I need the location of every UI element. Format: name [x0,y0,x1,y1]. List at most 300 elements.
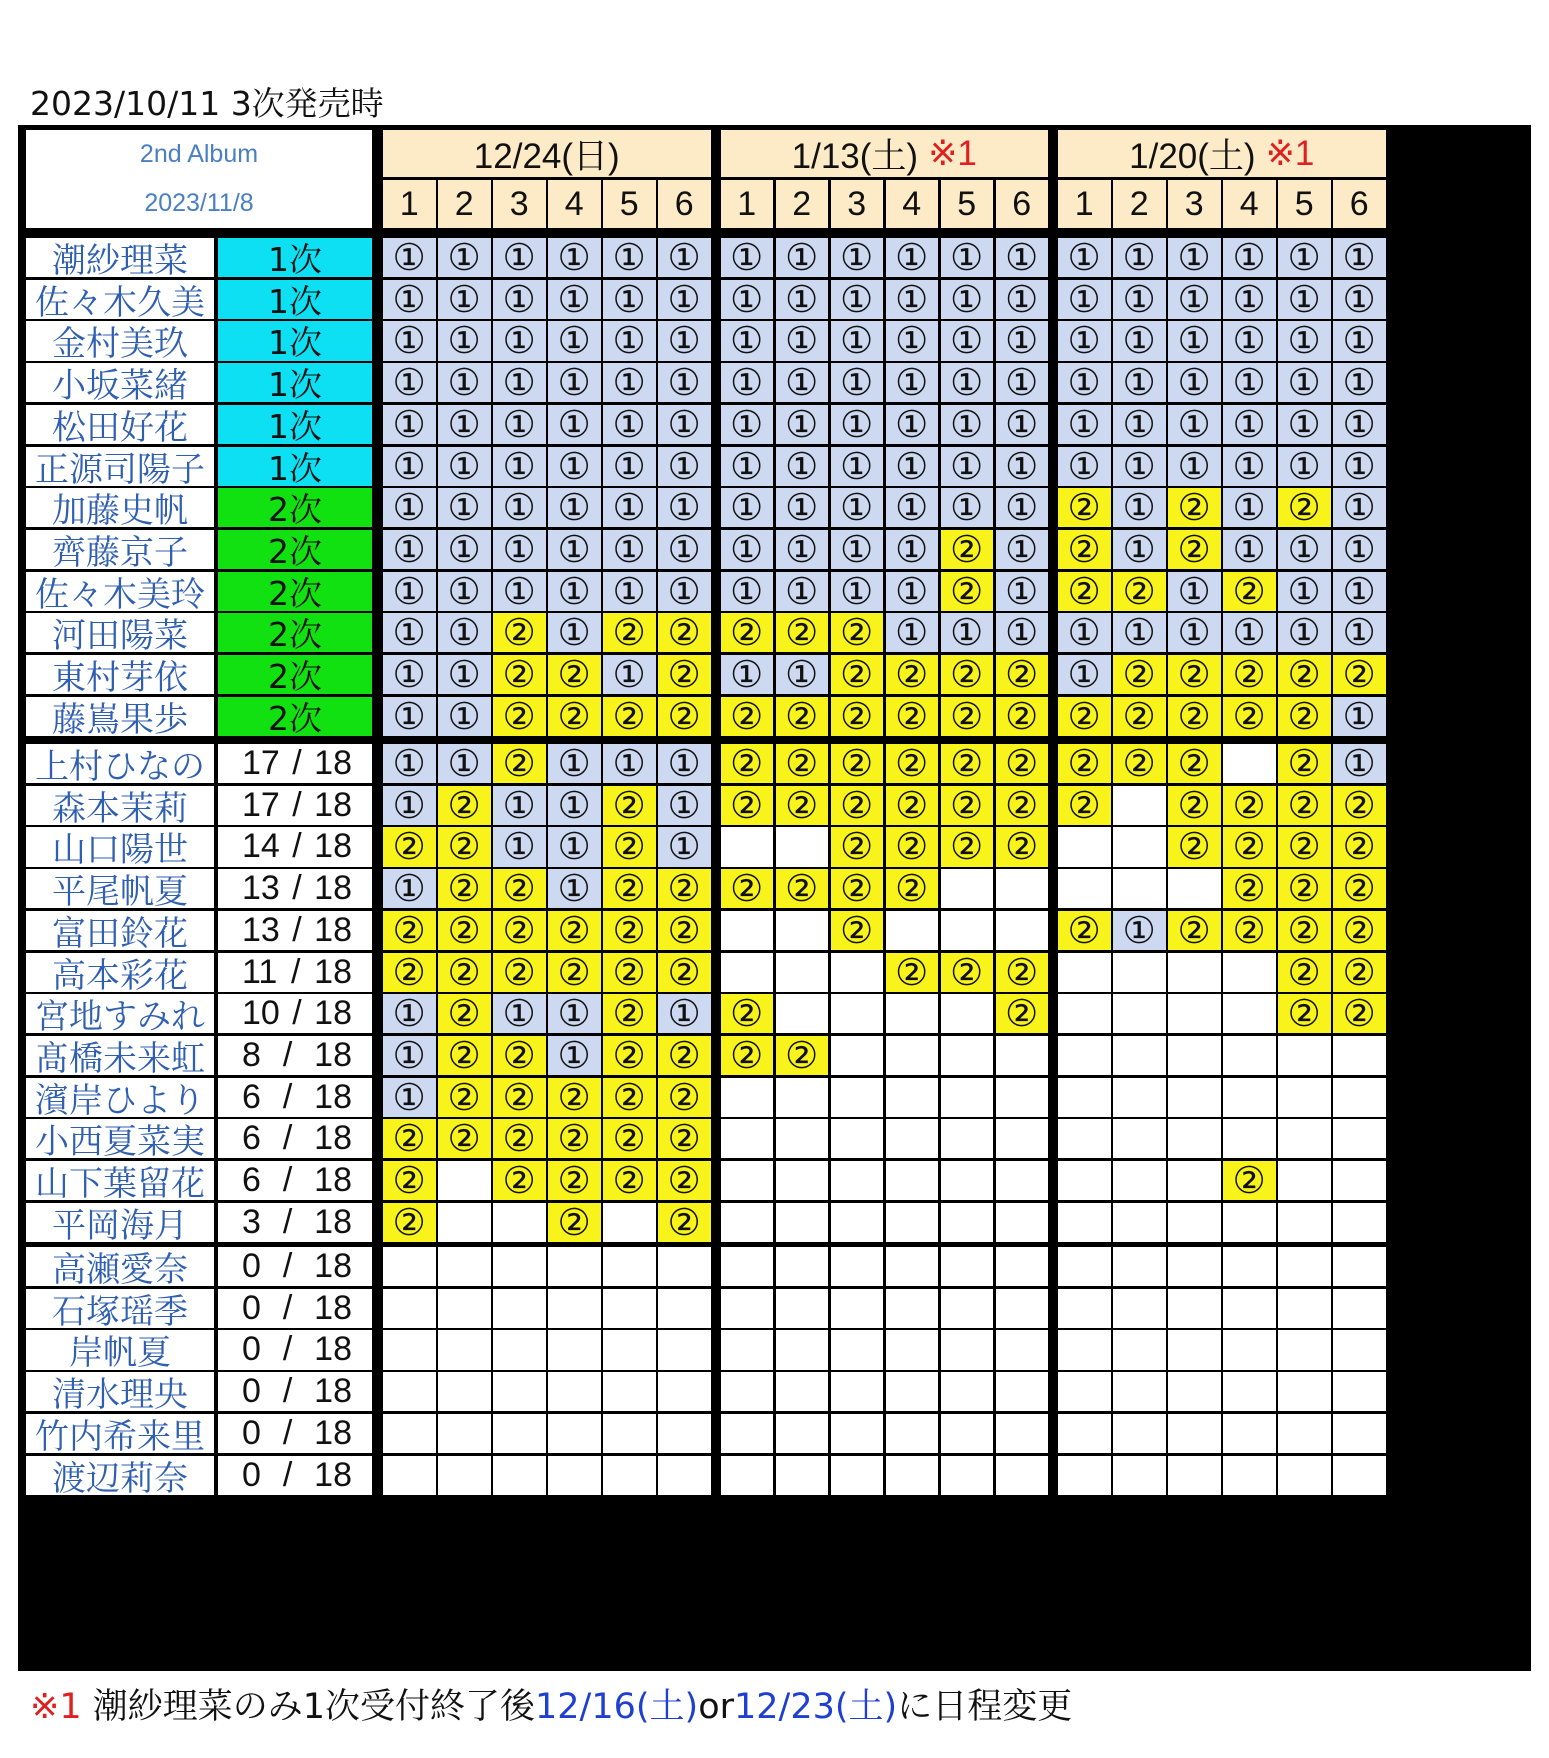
slot-cell: ② [941,827,994,866]
slot-cell: ② [941,655,994,694]
slot-number: 4 [1223,180,1276,228]
slot-cell: ② [1333,827,1386,866]
slot-cell [1278,1078,1331,1117]
slot-cell [721,827,774,866]
slot-cell [941,994,994,1033]
slot-cell: ② [1058,530,1111,569]
slot-cell: ① [493,994,546,1033]
footnote-date-b: 12/23(土) [734,1687,898,1727]
slot-cell [603,1203,656,1242]
slot-cell: ① [1058,321,1111,360]
slot-cell: ② [438,953,491,992]
slot-cell: ① [1278,530,1331,569]
slot-cell [776,911,829,950]
slot-cell: ① [721,572,774,611]
footnote-text-a: 潮紗理菜のみ1次受付終了後 [81,1687,536,1727]
slot-cell: ① [941,405,994,444]
slot-cell: ① [831,405,884,444]
slot-cell: ② [603,613,656,652]
slot-cell [941,1289,994,1328]
slot-cell: ① [383,655,436,694]
slot-number: 5 [1278,180,1331,228]
slot-cell [1223,1372,1276,1411]
slot-cell: ① [1168,613,1221,652]
slot-cell: ① [886,530,939,569]
slot-cell [383,1330,436,1369]
slot-cell [721,1078,774,1117]
slot-cell: ① [548,869,601,908]
slot-cell [886,1372,939,1411]
page-title: 2023/10/11 3次発売時 [30,84,384,123]
slot-cell: ② [831,655,884,694]
slot-cell: ② [383,1119,436,1158]
slot-cell [1333,1247,1386,1286]
slot-count [218,744,372,783]
slot-cell: ② [603,1078,656,1117]
member-name: 佐々木久美 [26,280,214,319]
slot-cell: ① [548,238,601,277]
slot-cell: ② [658,613,711,652]
slot-cell: ① [721,447,774,486]
slot-cell: ② [548,697,601,736]
slot-cell: ① [383,321,436,360]
slot-cell: ② [886,869,939,908]
slot-cell: ① [493,530,546,569]
slot-cell [1168,1247,1221,1286]
slot-cell: ② [1333,994,1386,1033]
slot-cell: ② [493,655,546,694]
slot-cell: ② [1333,953,1386,992]
slot-cell [1113,827,1166,866]
slot-number: 6 [996,180,1049,228]
slot-cell: ① [548,744,601,783]
slot-cell: ① [831,572,884,611]
slot-number: 3 [831,180,884,228]
count-total: 18 [314,869,352,908]
slot-cell: ② [996,744,1049,783]
slot-cell: ① [996,363,1049,402]
slot-cell [996,1414,1049,1453]
slot-cell [548,1247,601,1286]
album-header [26,130,372,228]
slot-cell: ① [383,363,436,402]
count-total: 18 [314,1372,352,1411]
slot-cell [1113,1161,1166,1200]
count-value: 14 [242,827,280,866]
slot-cell: ② [1278,786,1331,825]
slot-cell: ① [1168,405,1221,444]
slot-cell [548,1372,601,1411]
slot-cell: ① [1333,613,1386,652]
date-label: 12/24(日) [473,136,620,176]
slot-cell [941,911,994,950]
count-separator: / [282,1119,293,1158]
slot-cell: ① [1168,572,1221,611]
slot-cell [438,1161,491,1200]
slot-cell: ① [886,572,939,611]
slot-cell: ① [996,447,1049,486]
slot-count [218,994,372,1033]
slot-cell: ② [996,655,1049,694]
slot-cell: ① [548,363,601,402]
slot-cell: ② [1278,994,1331,1033]
slot-cell [1168,1203,1221,1242]
count-total: 18 [314,1161,352,1200]
slot-cell [493,1372,546,1411]
slot-cell: ② [831,786,884,825]
slot-cell: ① [1058,613,1111,652]
slot-cell: ① [658,405,711,444]
slot-cell: ① [493,572,546,611]
slot-cell [721,953,774,992]
slot-number: 5 [603,180,656,228]
slot-cell: ① [548,994,601,1033]
slot-cell [996,869,1049,908]
date-label: 1/13(土) [791,136,919,176]
slot-cell [383,1456,436,1495]
slot-cell: ② [1278,869,1331,908]
slot-cell [603,1247,656,1286]
footnote-date-a: 12/16(土) [535,1687,699,1727]
slot-cell: ① [548,530,601,569]
schedule-table [18,125,1531,1671]
slot-cell: ① [548,1036,601,1075]
slot-cell: ① [776,238,829,277]
slot-cell [1333,1203,1386,1242]
slot-cell: ① [721,238,774,277]
slot-cell [1168,1414,1221,1453]
slot-cell [1113,1203,1166,1242]
slot-cell [1168,994,1221,1033]
member-name: 濱岸ひより [26,1078,214,1117]
slot-cell [1168,869,1221,908]
slot-cell [438,1289,491,1328]
slot-cell: ① [721,280,774,319]
slot-cell [438,1456,491,1495]
count-separator: / [292,869,302,908]
slot-cell [721,1289,774,1328]
slot-cell [721,1456,774,1495]
slot-cell: ① [1278,405,1331,444]
slot-count [218,1247,372,1286]
slot-cell: ② [1168,530,1221,569]
slot-cell: ① [1333,321,1386,360]
member-name: 上村ひなの [26,744,214,783]
slot-cell [831,953,884,992]
count-value: 11 [242,952,278,991]
slot-cell: ① [1113,911,1166,950]
slot-cell [721,1119,774,1158]
count-separator: / [282,1161,293,1200]
slot-cell: ② [941,786,994,825]
slot-cell: ② [438,911,491,950]
slot-cell: ① [603,447,656,486]
count-total: 18 [314,1247,352,1286]
count-total: 18 [314,994,352,1033]
slot-cell: ① [548,280,601,319]
slot-cell [1168,1330,1221,1369]
slot-cell: ① [658,994,711,1033]
slot-cell: ② [1223,1161,1276,1200]
slot-cell [493,1247,546,1286]
slot-cell: ① [1333,744,1386,783]
slot-cell: ② [721,744,774,783]
slot-cell: ② [603,994,656,1033]
member-name: 平岡海月 [26,1203,214,1242]
slot-cell [1333,1161,1386,1200]
slot-cell [603,1289,656,1328]
count-value: 6 [242,1077,261,1116]
slot-cell: ① [1223,447,1276,486]
slot-cell [1223,953,1276,992]
slot-cell [1278,1330,1331,1369]
slot-cell [776,994,829,1033]
count-total: 18 [314,1077,352,1116]
slot-cell [1113,953,1166,992]
slot-cell [996,1289,1049,1328]
slot-cell [776,1372,829,1411]
slot-cell: ② [1278,953,1331,992]
slot-cell: ② [603,911,656,950]
slot-cell: ② [831,613,884,652]
count-total: 18 [314,785,352,824]
slot-cell [1113,1036,1166,1075]
member-name: 渡辺莉奈 [26,1456,214,1495]
slot-cell: ② [1058,786,1111,825]
slot-cell: ② [1168,488,1221,527]
slot-cell [941,1372,994,1411]
slot-cell: ① [548,613,601,652]
slot-cell: ① [1333,280,1386,319]
count-value: 6 [242,1161,261,1200]
slot-cell [493,1330,546,1369]
slot-count [218,786,372,825]
slot-cell: ② [493,613,546,652]
count-separator: / [292,827,302,866]
slot-cell: ① [658,744,711,783]
slot-cell: ② [1058,911,1111,950]
count-separator: / [292,994,302,1033]
slot-cell: ① [493,786,546,825]
footnote [30,1679,1072,1729]
member-name: 高本彩花 [26,953,214,992]
slot-number: 6 [1333,180,1386,228]
slot-cell [1278,1161,1331,1200]
slot-cell: ① [438,744,491,783]
slot-cell [721,1161,774,1200]
slot-cell: ① [1333,530,1386,569]
slot-cell [1113,1289,1166,1328]
slot-cell [1223,1247,1276,1286]
member-name: 石塚瑶季 [26,1289,214,1328]
member-name: 佐々木美玲 [26,572,214,611]
count-value: 0 [242,1330,261,1369]
slot-cell: ① [383,405,436,444]
member-name: 富田鈴花 [26,911,214,950]
slot-cell [886,1330,939,1369]
slot-cell [1058,1078,1111,1117]
slot-cell [776,827,829,866]
slot-cell: ② [1278,488,1331,527]
slot-cell: ② [831,697,884,736]
slot-cell [1168,1372,1221,1411]
member-name: 小坂菜緒 [26,363,214,402]
slot-cell: ② [776,786,829,825]
slot-cell: ① [886,488,939,527]
slot-cell: ① [603,744,656,783]
slot-cell [996,1119,1049,1158]
slot-cell [1333,1119,1386,1158]
count-total: 18 [314,910,352,949]
slot-cell [1168,1078,1221,1117]
slot-cell [941,1203,994,1242]
count-value: 0 [242,1455,261,1494]
count-value: 6 [242,1119,261,1158]
slot-cell: ① [1058,655,1111,694]
slot-cell [438,1247,491,1286]
slot-cell [721,1247,774,1286]
slot-cell [1223,1456,1276,1495]
slot-cell: ① [658,530,711,569]
slot-number: 3 [1168,180,1221,228]
slot-count [218,1289,372,1328]
slot-cell: ① [1168,321,1221,360]
footnote-mark: ※1 [30,1687,82,1727]
slot-cell [1113,1247,1166,1286]
slot-cell: ① [831,488,884,527]
slot-cell [886,1456,939,1495]
slot-cell [603,1414,656,1453]
slot-cell [721,1203,774,1242]
slot-cell: ② [548,953,601,992]
count-separator: / [282,1372,293,1411]
slot-cell: ② [886,744,939,783]
count-total: 18 [314,827,352,866]
slot-cell [1058,1247,1111,1286]
member-name: 小西夏菜実 [26,1119,214,1158]
slot-cell: ② [1333,655,1386,694]
count-total: 18 [314,1330,352,1369]
slot-cell: ② [548,911,601,950]
slot-cell: ② [1058,744,1111,783]
slot-cell [886,911,939,950]
slot-cell: ② [493,697,546,736]
slot-count [218,911,372,950]
slot-cell [941,1247,994,1286]
slot-cell: ② [941,530,994,569]
count-value: 3 [242,1202,261,1241]
slot-cell [1223,1203,1276,1242]
slot-cell: ① [548,488,601,527]
slot-cell: ① [1278,280,1331,319]
slot-cell [548,1289,601,1328]
slot-cell: ① [1223,613,1276,652]
count-total: 18 [314,1288,352,1327]
slot-cell: ① [776,280,829,319]
slot-cell: ① [941,447,994,486]
slot-cell [438,1414,491,1453]
slot-number: 6 [658,180,711,228]
slot-cell [1168,1161,1221,1200]
slot-cell [1113,1456,1166,1495]
slot-count [218,1414,372,1453]
slot-cell: ① [383,994,436,1033]
slot-cell: ① [438,613,491,652]
slot-cell [1058,1036,1111,1075]
count-total: 18 [314,1035,352,1074]
slot-count [218,1119,372,1158]
count-value: 17 [242,744,280,783]
slot-cell [886,1203,939,1242]
slot-cell: ① [721,405,774,444]
slot-cell [776,1289,829,1328]
slot-cell: ① [996,488,1049,527]
slot-cell: ② [941,953,994,992]
slot-cell: ② [603,827,656,866]
slot-cell [1113,1330,1166,1369]
slot-cell: ② [658,911,711,950]
slot-cell: ① [996,321,1049,360]
slot-cell: ① [1058,447,1111,486]
slot-cell [493,1203,546,1242]
slot-cell: ② [548,1203,601,1242]
slot-cell: ② [1333,911,1386,950]
date-header [1058,130,1386,177]
slot-cell: ① [1333,405,1386,444]
slot-cell: ① [1278,613,1331,652]
slot-cell: ① [603,363,656,402]
count-total: 18 [314,952,352,991]
sale-phase-badge: 2次 [218,530,372,569]
slot-cell: ② [493,1036,546,1075]
slot-cell: ① [658,280,711,319]
slot-cell: ① [886,613,939,652]
slot-cell: ① [493,405,546,444]
slot-cell [776,953,829,992]
slot-cell: ② [886,655,939,694]
sale-phase-badge: 1次 [218,321,372,360]
slot-cell: ② [996,953,1049,992]
slot-cell [1058,827,1111,866]
slot-cell: ② [658,697,711,736]
slot-cell: ② [721,1036,774,1075]
member-name: 山下葉留花 [26,1161,214,1200]
slot-cell: ① [996,613,1049,652]
slot-count [218,1456,372,1495]
slot-cell: ② [886,827,939,866]
slot-cell: ② [658,1119,711,1158]
slot-cell: ① [1113,530,1166,569]
member-name: 藤嶌果歩 [26,697,214,736]
slot-cell: ① [996,405,1049,444]
slot-number: 2 [438,180,491,228]
slot-cell: ① [941,321,994,360]
slot-cell: ① [438,363,491,402]
member-name: 平尾帆夏 [26,869,214,908]
slot-cell [1058,1456,1111,1495]
slot-cell [1058,1161,1111,1200]
slot-cell [1278,1289,1331,1328]
slot-cell [776,1330,829,1369]
slot-cell: ② [721,869,774,908]
slot-cell [493,1414,546,1453]
slot-cell: ② [438,827,491,866]
slot-cell: ① [1278,321,1331,360]
slot-cell: ② [548,1161,601,1200]
slot-cell: ② [831,869,884,908]
slot-cell: ① [1113,405,1166,444]
slot-cell: ① [1168,447,1221,486]
